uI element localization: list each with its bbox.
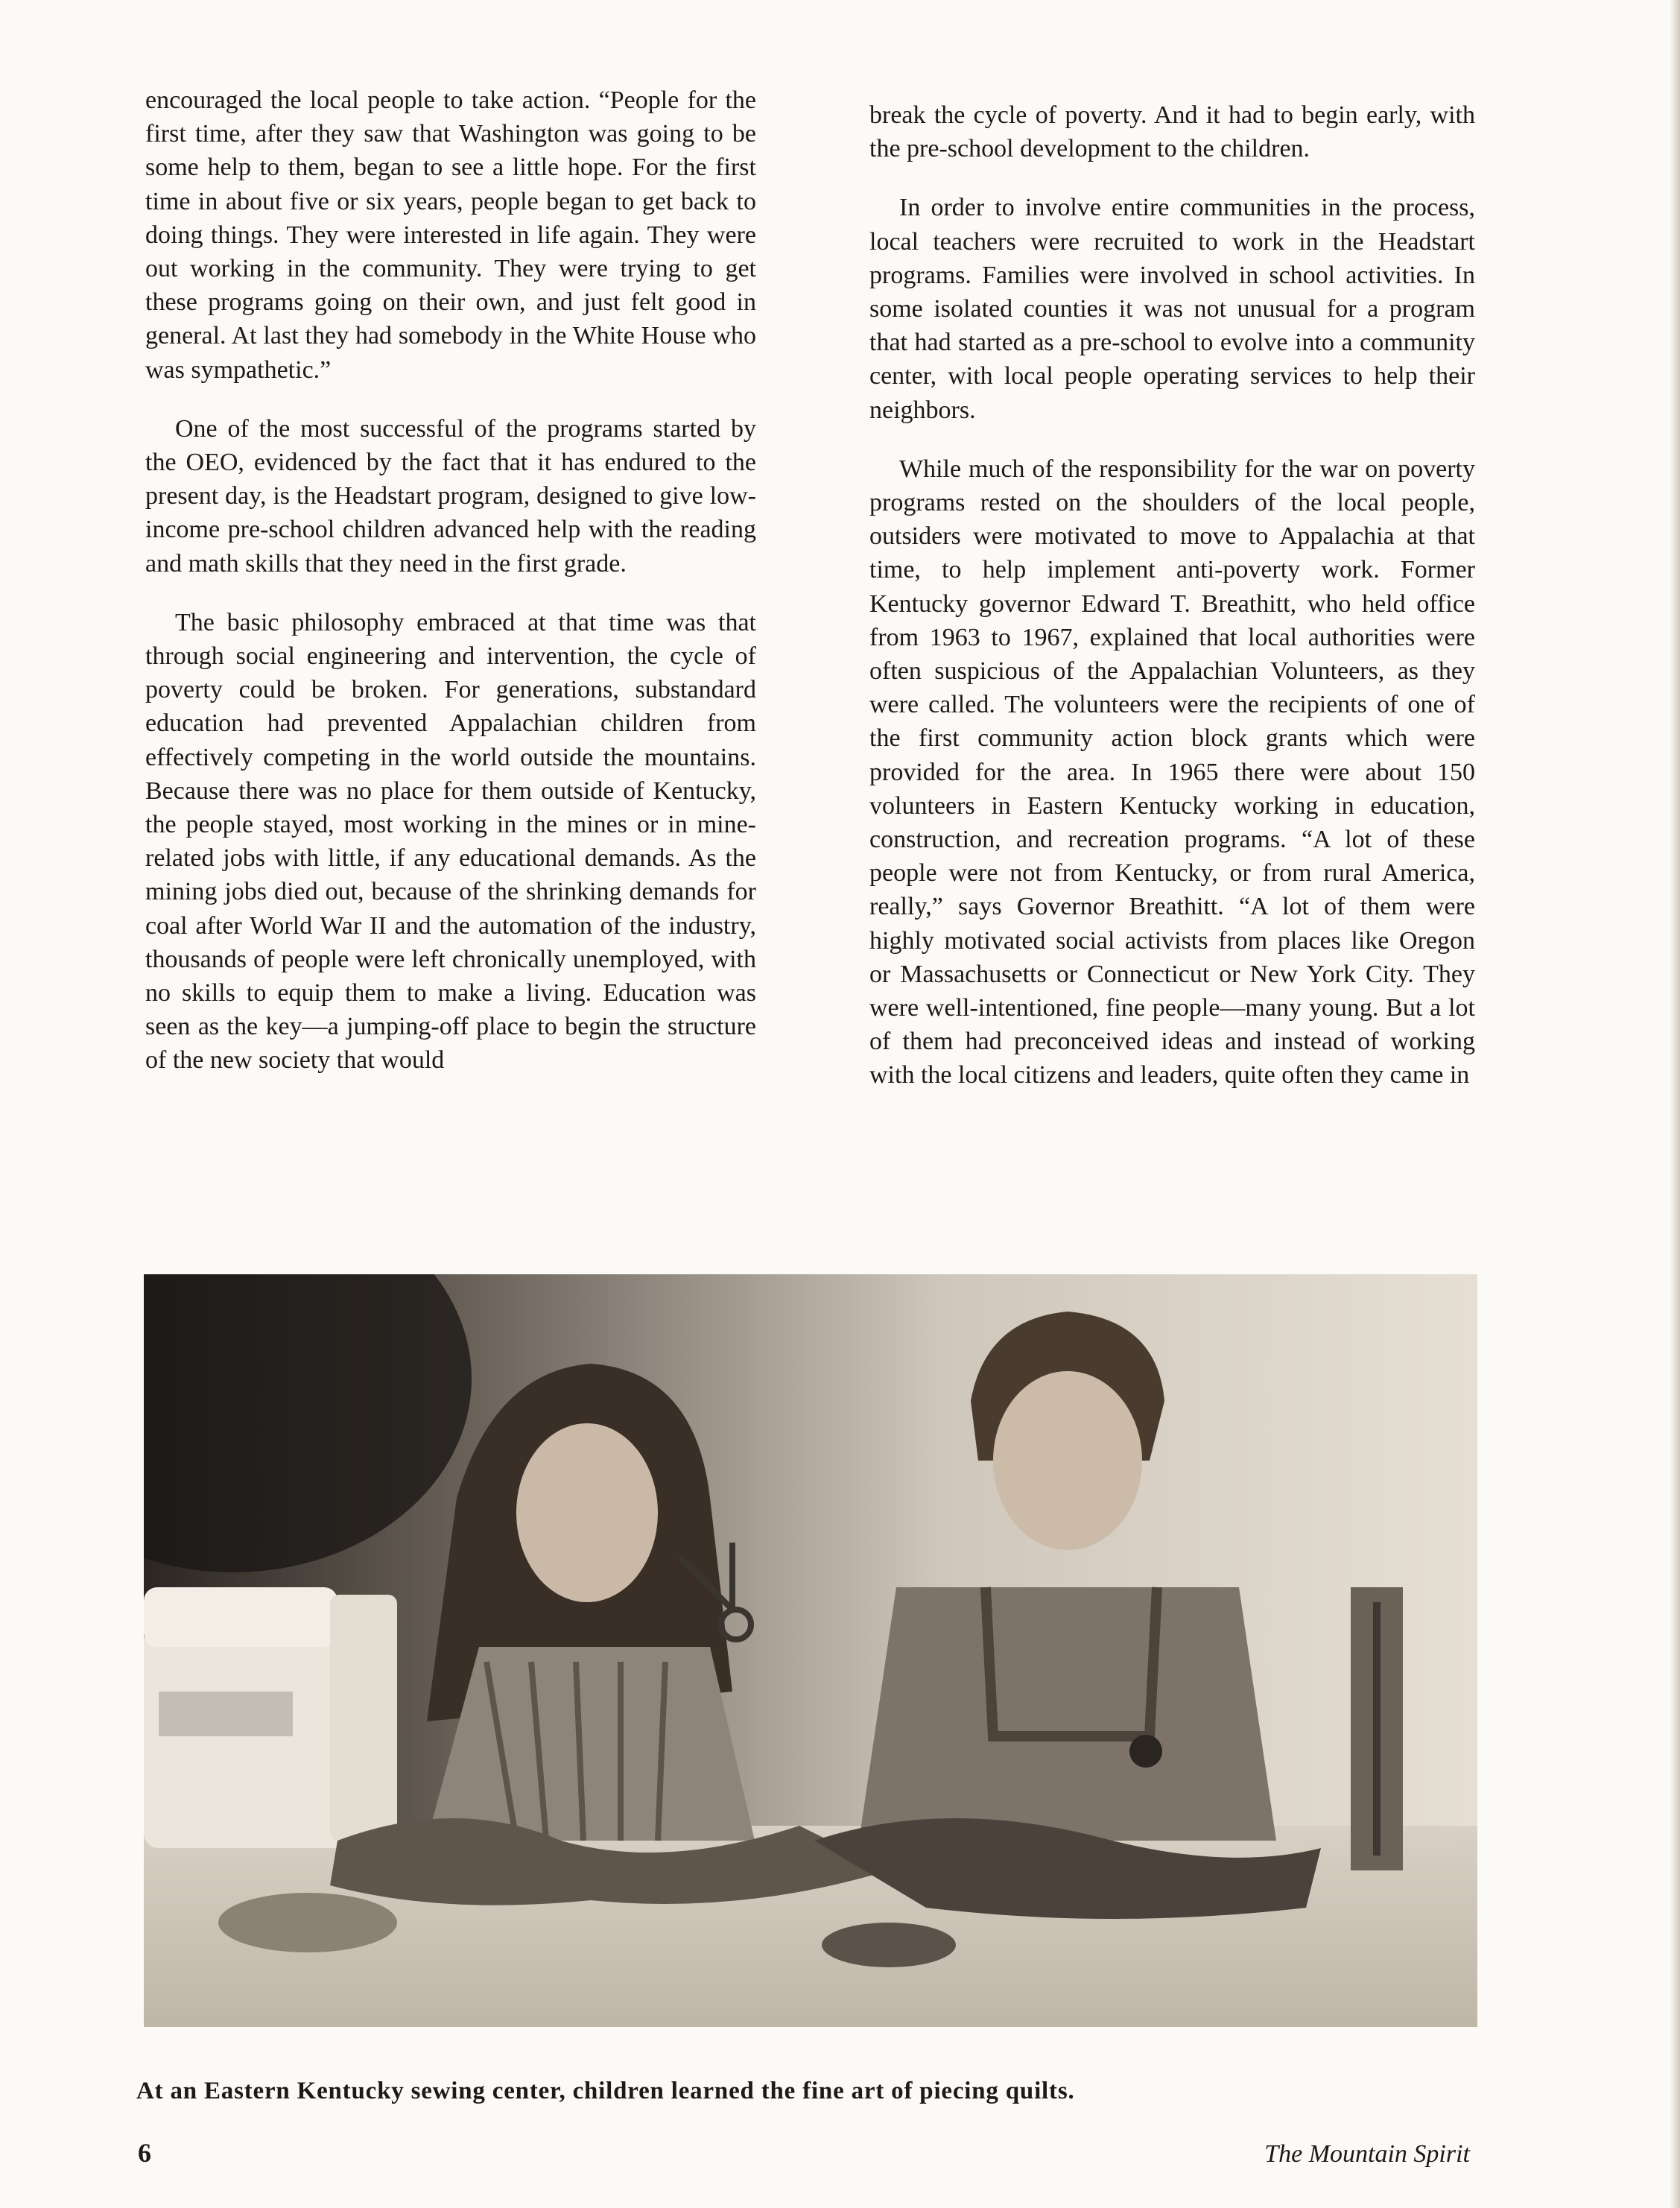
page-number: 6 bbox=[138, 2138, 151, 2168]
left-text-column bbox=[145, 83, 756, 1103]
sewing-machine bbox=[144, 1587, 397, 1848]
paragraph: break the cycle of poverty. And it had to begin early, with the pre-school development to the children. bbox=[869, 101, 1475, 163]
chair-back bbox=[1351, 1587, 1403, 1870]
paragraph: In order to involve entire communities in the process, local teachers were recruited to work in the Headstart programs. Families were involved in school activities. In some isolated counties it was not unusual for a program that had started as a pre-school to evolve into a community center, with local people operating services to help their neighbors. bbox=[869, 194, 1475, 424]
photo-caption: At an Eastern Kentucky sewing center, children learned the fine art of piecing quilts. bbox=[136, 2078, 1075, 2104]
photo-illustration bbox=[144, 1274, 1477, 2027]
sewing-center-photo bbox=[144, 1274, 1477, 2027]
publication-title: The Mountain Spirit bbox=[1264, 2140, 1470, 2168]
page-edge-shadow bbox=[1670, 0, 1680, 2208]
paragraph: encouraged the local people to take action. “People for the first time, after they saw that Washington was going to be some help to them, began to see a little hope. For the first time in about five or six years, people began to get back to doing things. They were interested in life again. They were out working in the community. They were trying to get these programs going on their own, and just felt good in general. At last they had somebody in the White House who was sympathetic.” bbox=[145, 86, 756, 384]
paragraph: While much of the responsibility for the war on poverty programs rested on the shoulders of the local people, outsiders were motivated to move to Appalachia at that time, to help implement anti-poverty work. Former Kentucky governor Edward T. Breathitt, who held office from 1963 to 1967, explained that local authorities were often suspicious of the Appalachian Volunteers, as they were called. The volunteers were the recipients of one of the first community action block grants which were provided for the area. In 1965 there were about 150 volunteers in Eastern Kentucky working in education, construction, and recreation programs. “A lot of these people were not from Kentucky, or from rural America, really,” says Governor Breathitt. “A lot of them were highly motivated social activists from places like Oregon or Massachusetts or Connecticut or New York City. They were well-intentioned, fine people—many young. But a lot of them had preconceived ideas and instead of working with the local citizens and leaders, quite often they came in bbox=[869, 455, 1475, 1089]
paragraph: One of the most successful of the programs started by the OEO, evidenced by the fact that it has endured to the present day, is the Headstart program, designed to give low-income pre-school children advanced help with the reading and math skills that they need in the first grade. bbox=[145, 414, 756, 578]
right-text-column bbox=[869, 98, 1475, 1118]
paragraph: The basic philosophy embraced at that time was that through social engineering and intervention, the cycle of poverty could be broken. For generations, substandard education had prevented Appalachian children from effectively competing in the world outside the mountains. Because there was no place for them outside of Kentucky, the people stayed, most working in the mines or in mine-related jobs with little, if any educational demands. As the mining jobs died out, because of the shrinking demands for coal after World War II and the automation of the industry, thousands of people were left chronically unemployed, with no skills to equip them to make a living. Education was seen as the key—a jumping-off place to begin the structure of the new society that would bbox=[145, 608, 756, 1075]
